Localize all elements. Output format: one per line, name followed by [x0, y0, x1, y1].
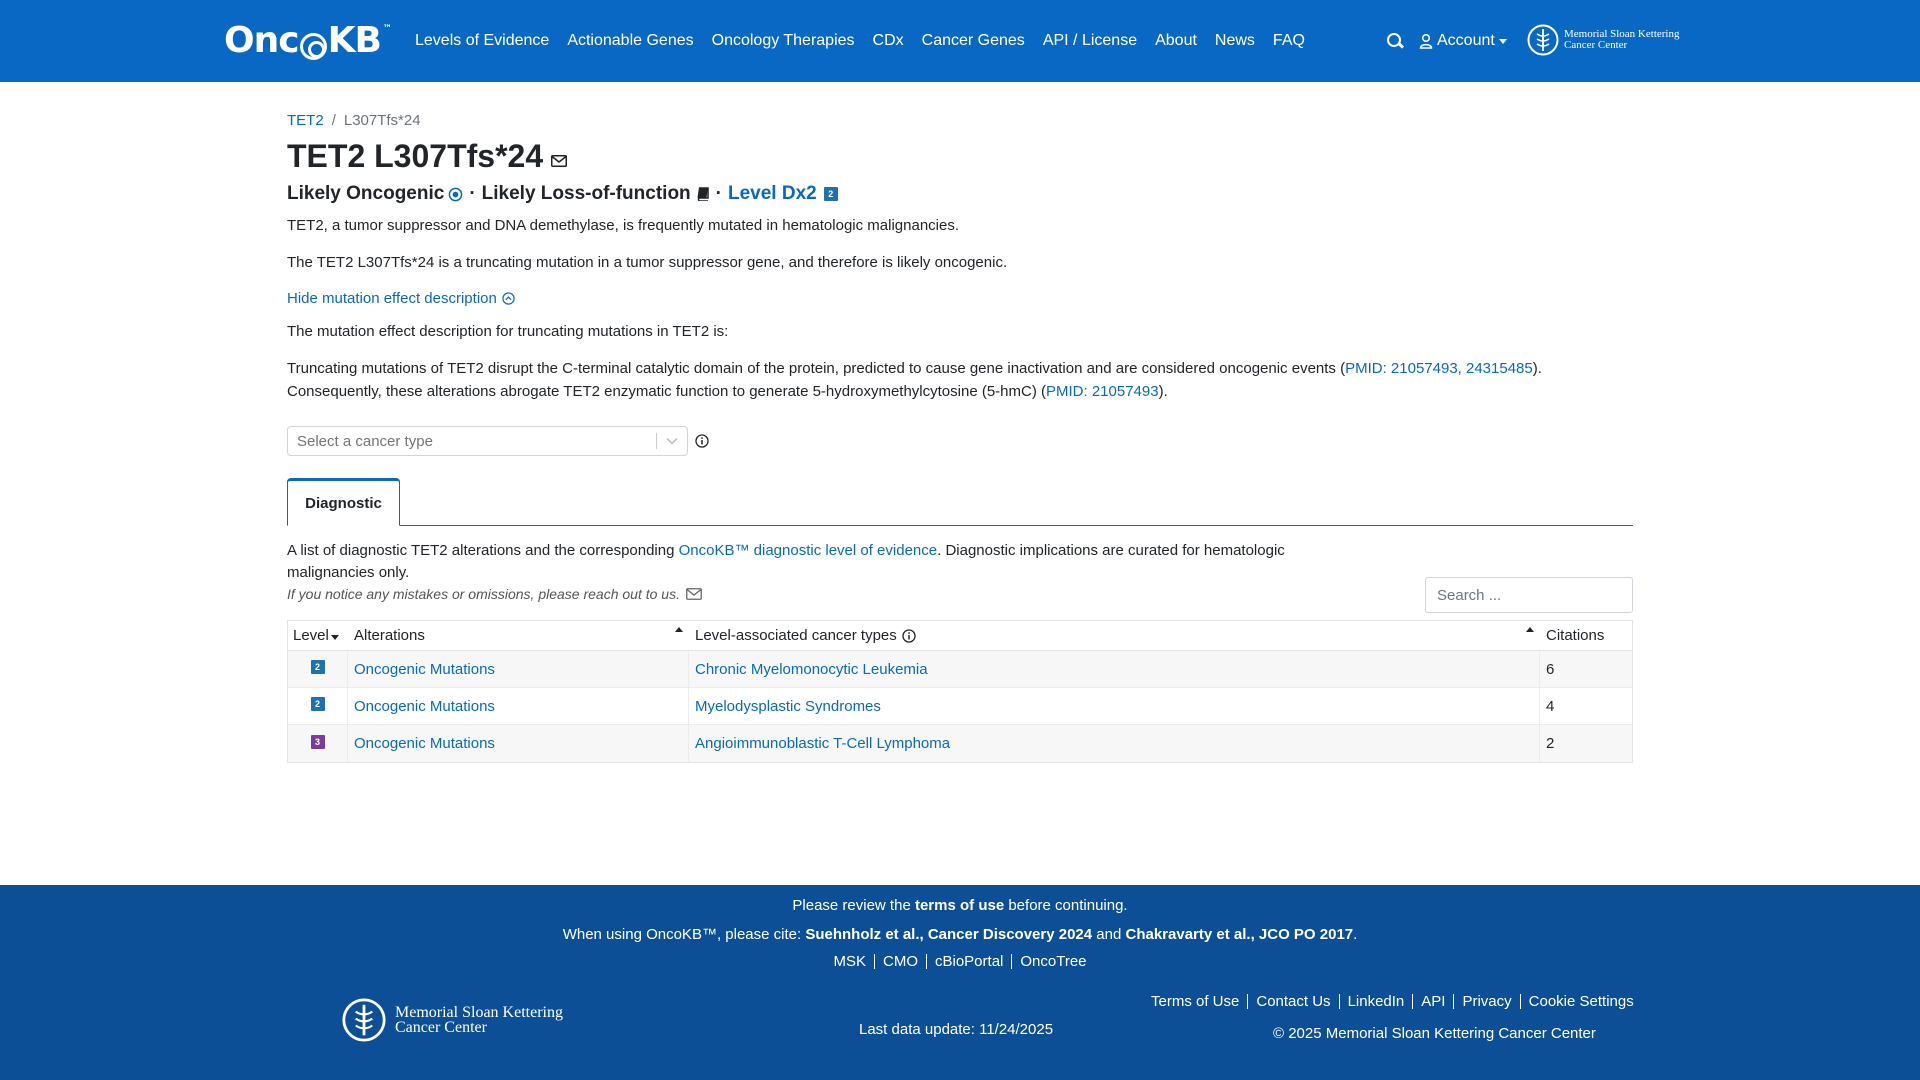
cancer-type-placeholder: Select a cancer type: [297, 432, 433, 450]
citations-count[interactable]: 4: [1546, 697, 1555, 715]
footer-link-contact[interactable]: Contact Us: [1248, 994, 1339, 1009]
level-2-badge-icon: 2: [311, 697, 325, 711]
account-label: Account: [1437, 32, 1495, 49]
table-row: [288, 725, 1632, 762]
nav-links: [415, 0, 1323, 82]
logo-o-icon: [300, 33, 327, 60]
tab-bar: [287, 478, 1633, 526]
nav-actionable-genes[interactable]: Actionable Genes: [567, 32, 694, 49]
top-navbar: [0, 0, 1920, 82]
footer-link-oncotree[interactable]: OncoTree: [1020, 953, 1087, 970]
chevron-up-circle-icon: [502, 292, 515, 305]
header-cancer-types[interactable]: Level-associated cancer types: [689, 621, 1540, 650]
nav-news[interactable]: News: [1214, 32, 1255, 49]
cancer-type-select[interactable]: [287, 426, 688, 456]
mail-icon[interactable]: [686, 588, 702, 600]
footer-link-cbioportal[interactable]: cBioPortal: [927, 954, 1012, 969]
msk-name-line2: Cancer Center: [395, 1019, 487, 1036]
footer-link-privacy[interactable]: Privacy: [1454, 994, 1520, 1009]
sort-asc-icon: [675, 627, 683, 632]
search-icon[interactable]: [1385, 31, 1405, 51]
citations-count[interactable]: 6: [1546, 660, 1555, 678]
gene-summary: TET2, a tumor suppressor and DNA demethylase, is frequently mutated in hematologic malignancies.: [287, 217, 959, 234]
user-icon: [1419, 33, 1433, 49]
nav-cancer-genes[interactable]: Cancer Genes: [921, 32, 1025, 49]
last-data-update: Last data update: 11/24/2025: [859, 1021, 1054, 1038]
msk-name-line1: Memorial Sloan Kettering: [1564, 28, 1680, 40]
header-citations[interactable]: Citations: [1546, 627, 1605, 644]
book-icon[interactable]: [696, 187, 710, 201]
nav-oncology-therapies[interactable]: Oncology Therapies: [711, 32, 855, 49]
footer-msk-logo[interactable]: [341, 995, 563, 1045]
info-icon[interactable]: [902, 629, 916, 643]
diagnostic-table: [287, 620, 1633, 763]
separator-dot: ·: [469, 183, 476, 204]
nav-levels-of-evidence[interactable]: Levels of Evidence: [415, 32, 550, 49]
nav-api-license[interactable]: API / License: [1042, 32, 1138, 49]
msk-emblem-icon: [341, 995, 387, 1045]
diagnostic-description: A list of diagnostic TET2 alterations and the corresponding OncoKB™ diagnostic level of evidence. Diagnostic implications are curated for hematologic malignancies only.: [287, 542, 1285, 581]
page-title-text: TET2 L307Tfs*24: [287, 138, 544, 174]
citations-count[interactable]: 2: [1546, 735, 1555, 752]
citation-notice: When using OncoKB™, please cite: Suehnholz et al., Cancer Discovery 2024 and Chakravarty et al., JCO PO 2017.: [562, 926, 1358, 943]
chevron-down-icon: [665, 435, 679, 447]
mutation-effect-label: Likely Loss-of-function: [481, 183, 691, 204]
table-row: [288, 651, 1632, 688]
nav-faq[interactable]: FAQ: [1272, 32, 1305, 49]
nav-cdx[interactable]: CDx: [872, 32, 904, 49]
level-link[interactable]: Level Dx2: [727, 183, 817, 204]
page-title: [287, 138, 567, 175]
pmid-link[interactable]: PMID: 21057493: [1046, 383, 1159, 400]
header-level[interactable]: Level: [288, 621, 348, 650]
sort-asc-icon: [1526, 627, 1534, 632]
cancer-type-link[interactable]: Myelodysplastic Syndromes: [695, 697, 881, 715]
breadcrumb: TET2 / L307Tfs*24: [287, 112, 421, 129]
breadcrumb-gene-link[interactable]: TET2: [287, 112, 324, 129]
msk-name-line1: Memorial Sloan Kettering: [395, 1004, 563, 1021]
footer-link-msk[interactable]: MSK: [825, 954, 875, 969]
variant-annotation-summary: [287, 183, 838, 205]
msk-logo[interactable]: [1527, 22, 1679, 58]
select-separator: [656, 433, 657, 449]
logo-tm: ™: [382, 24, 391, 34]
footer-link-cookie-settings[interactable]: Cookie Settings: [1528, 993, 1634, 1010]
msk-emblem-icon: [1527, 22, 1559, 58]
header-alterations[interactable]: Alterations: [348, 621, 689, 650]
level-2-badge-icon: 2: [824, 187, 838, 201]
footer-link-linkedin[interactable]: LinkedIn: [1340, 994, 1414, 1009]
variant-summary: The TET2 L307Tfs*24 is a truncating mutation in a tumor suppressor gene, and therefore is likely oncogenic.: [287, 254, 1008, 271]
oncogenicity-label: Likely Oncogenic: [287, 183, 445, 204]
hide-mutation-effect-toggle[interactable]: [287, 290, 515, 307]
footer: [0, 885, 1920, 1080]
footer-link-api[interactable]: API: [1413, 994, 1454, 1009]
tab-diagnostic[interactable]: Diagnostic: [287, 478, 400, 526]
mail-icon[interactable]: [551, 155, 567, 167]
cancer-type-link[interactable]: Angioimmunoblastic T-Cell Lymphoma: [695, 735, 951, 752]
alteration-link[interactable]: Oncogenic Mutations: [354, 660, 495, 678]
oncokb-logo[interactable]: Onc KB ™: [224, 20, 391, 61]
footer-partner-links: [0, 954, 1920, 969]
table-search-input[interactable]: [1425, 577, 1633, 613]
footer-link-terms[interactable]: Terms of Use: [1143, 994, 1248, 1009]
nav-about[interactable]: About: [1155, 32, 1197, 49]
diagnostic-level-link[interactable]: OncoKB™ diagnostic level of evidence: [678, 542, 938, 559]
copyright: © 2025 Memorial Sloan Kettering Cancer Center: [1273, 1025, 1596, 1042]
pmid-link[interactable]: PMID: 21057493, 24315485: [1345, 360, 1533, 377]
citation-link[interactable]: Suehnholz et al., Cancer Discovery 2024: [805, 926, 1093, 943]
cancer-type-link[interactable]: Chronic Myelomonocytic Leukemia: [695, 660, 928, 678]
breadcrumb-current: L307Tfs*24: [343, 112, 421, 129]
toggle-label: Hide mutation effect description: [287, 290, 497, 307]
mutation-effect-description: Truncating mutations of TET2 disrupt the C-terminal catalytic domain of the protein, predicted to cause gene inactivation and are considered oncogenic events (PMID: 21057493, 24315485). Consequently, these alterations abrogate TET2 enzymatic function to generate 5-hydroxymethylcytosine (5-hmC) (PMID: 21057493).: [287, 360, 1542, 400]
citation-link[interactable]: Chakravarty et al., JCO PO 2017: [1125, 926, 1354, 943]
feedback-note: If you notice any mistakes or omissions, please reach out to us.: [287, 586, 702, 602]
level-3-badge-icon: 3: [311, 735, 325, 749]
terms-notice: Please review the terms of use before continuing.: [792, 897, 1128, 914]
table-body: [288, 651, 1632, 762]
account-dropdown[interactable]: [1419, 32, 1507, 50]
footer-links: [1143, 994, 1642, 1009]
info-icon[interactable]: [695, 434, 709, 448]
sort-desc-icon: [331, 635, 339, 640]
chevron-down-icon: [1499, 39, 1507, 44]
terms-of-use-link[interactable]: terms of use: [914, 897, 1005, 914]
mutation-effect-intro: The mutation effect description for truncating mutations in TET2 is:: [287, 323, 729, 340]
nav-right: [1385, 0, 1507, 82]
oncogenic-target-icon: [448, 187, 463, 202]
alteration-link[interactable]: Oncogenic Mutations: [354, 735, 495, 752]
footer-link-cmo[interactable]: CMO: [875, 954, 927, 969]
msk-name-line2: Cancer Center: [1564, 39, 1628, 51]
separator-dot: ·: [715, 183, 722, 204]
table-row: [288, 688, 1632, 725]
level-2-badge-icon: 2: [311, 660, 325, 674]
alteration-link[interactable]: Oncogenic Mutations: [354, 697, 495, 715]
table-header: [288, 621, 1632, 651]
